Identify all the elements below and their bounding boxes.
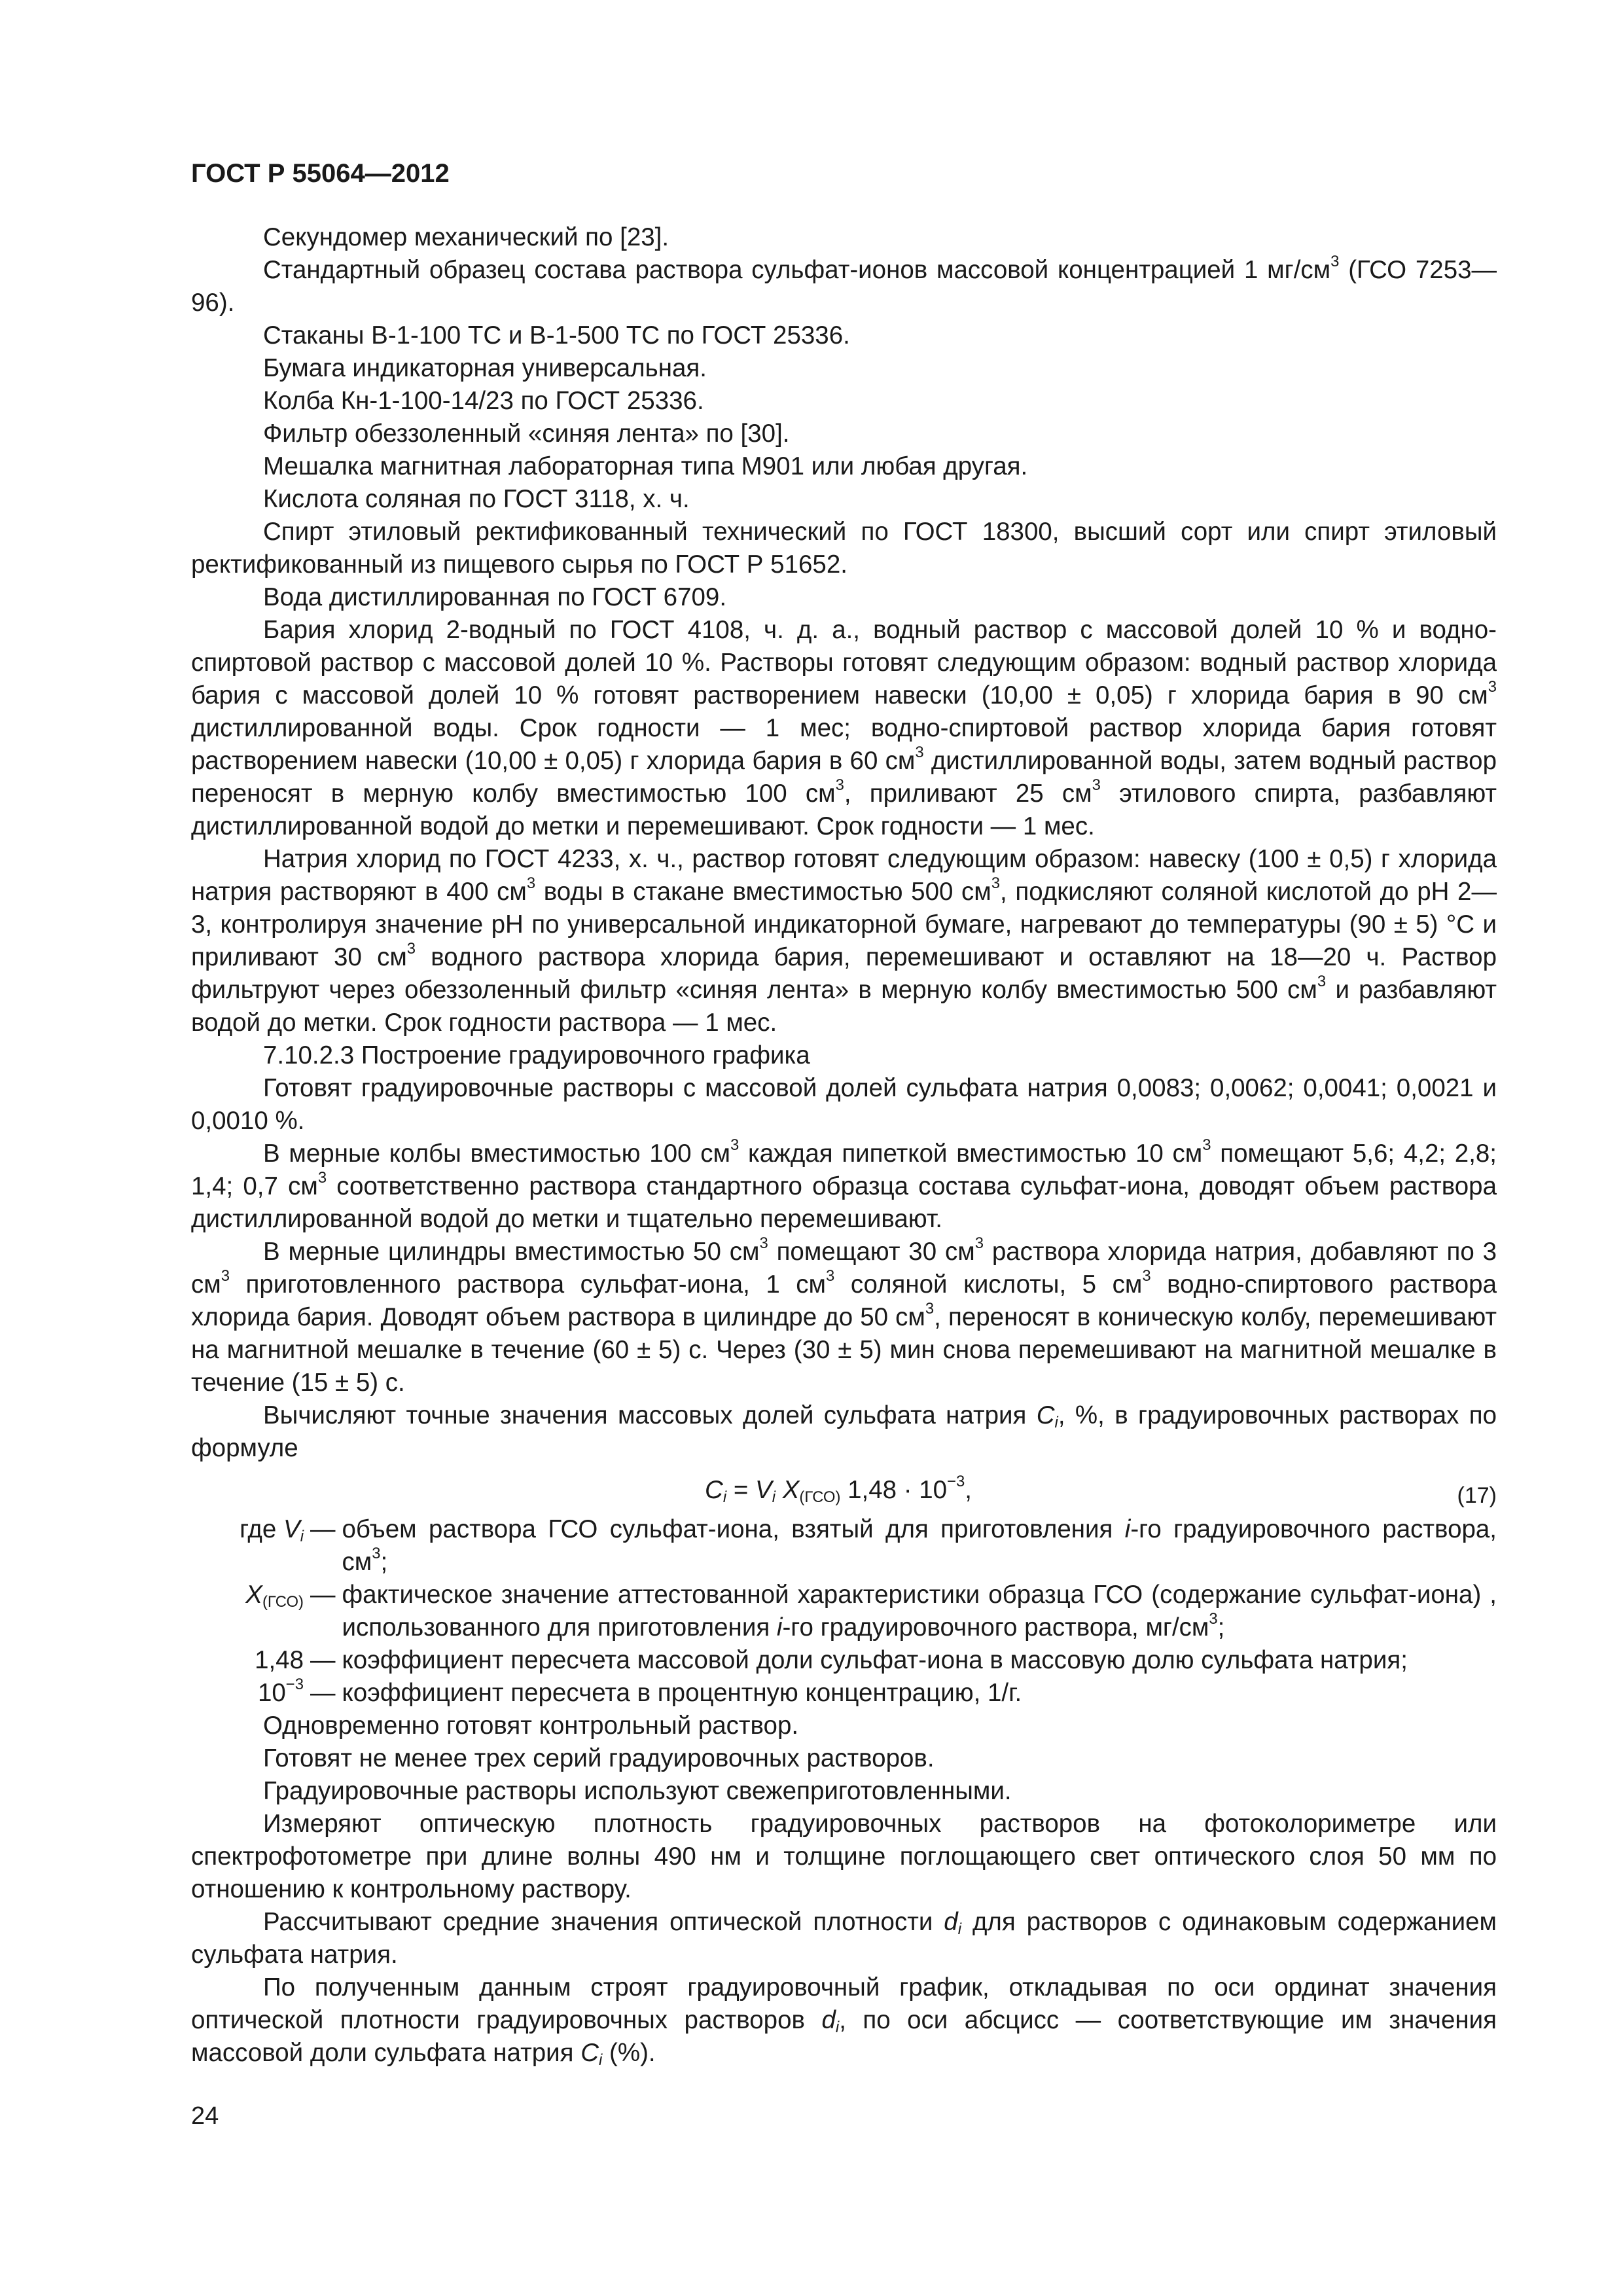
document-header: ГОСТ Р 55064—2012 xyxy=(191,159,450,188)
paragraph-hydrochloric-acid: Кислота соляная по ГОСТ 3118, х. ч. xyxy=(263,485,690,513)
paragraph-sodium-chloride: Натрия хлорид по ГОСТ 4233, х. ч., раствор готовят следующим образом: навеску (100 ± 0,5) г хлорида натрия растворяют в 400 $см^3$ воды в стакане вместимостью 500 $см^3$, подкисляют соляной кислотой до pH 2—3, контролируя значение pH по универсальной индикаторной бумаге, нагревают до температуры (90 ± 5) °С и приливают 30 $см^3$ водного раствора хлорида бария, перемешивают и оставляют на 18—20 ч. Раствор фильтруют через обеззоленный фильтр «синяя лента» в мерную колбу вместимостью 500 $см^3$ и разбавляют водой до метки. Срок годности раствора — 1 мес. xyxy=(191,845,1497,1037)
paragraph-three-series: Готовят не менее трех серий градуировочных растворов. xyxy=(263,1744,935,1772)
formula-17 xyxy=(191,1470,1497,1509)
definition-power: $10^{-3}$ — коэффициент пересчета в процентную концентрацию, 1/г. xyxy=(257,1676,1022,1707)
paragraph-calibration-graph: По полученным данным строят градуировочный график, откладывая по оси ординат значения оптической плотности градуировочных растворов $d_i$, по оси абсцисс — соответствующие им значения массовой доли сульфата натрия $C_i$ (%). xyxy=(191,1973,1497,2069)
paragraph-filter: Фильтр обеззоленный «синяя лента» по [30]. xyxy=(263,420,790,448)
page-number: 24 xyxy=(191,2102,219,2130)
paragraph-beakers: Стаканы В-1-100 ТС и В-1-500 ТС по ГОСТ 25336. xyxy=(263,321,850,350)
definition-v: где $V_i$ — объем раствора ГСО сульфат-иона, взятый для приготовления i-го градуировочного раствора, $см^3$; xyxy=(240,1515,1497,1576)
paragraph-ethanol: Спирт этиловый ректификованный технический по ГОСТ 18300, высший сорт или спирт этиловый ректификованный из пищевого сырья по ГОСТ Р 51652. xyxy=(191,518,1497,579)
paragraph-standard-sample: Стандартный образец состава раствора сульфат-ионов массовой концентрацией 1 $мг/см^3$ (ГСО 7253—96). xyxy=(191,253,1497,317)
paragraph-fresh-solutions: Градуировочные растворы используют свежеприготовленными. xyxy=(263,1777,1012,1805)
paragraph-volumetric-flasks: В мерные колбы вместимостью 100 $см^3$ каждая пипеткой вместимостью 10 $см^3$ помещают 5,6; 4,2; 2,8; 1,4; 0,7 $см^3$ соответственно раствора стандартного образца состава сульфат-иона, доводят объем раствора дистиллированной водой до метки и тщательно перемешивают. xyxy=(191,1136,1497,1233)
paragraph-distilled-water: Вода дистиллированная по ГОСТ 6709. xyxy=(263,583,727,611)
paragraph-stopwatch: Секундомер механический по [23]. xyxy=(263,223,669,251)
paragraph-calibration-solutions: Готовят градуировочные растворы с массовой долей сульфата натрия 0,0083; 0,0062; 0,0041; 0,0021 и 0,0010 %. xyxy=(191,1074,1497,1135)
paragraph-stirrer: Мешалка магнитная лабораторная типа М901 или любая другая. xyxy=(263,452,1028,480)
paragraph-cylinders: В мерные цилиндры вместимостью 50 $см^3$ помещают 30 $см^3$ раствора хлорида натрия, добавляют по 3 $см^3$ приготовленного раствора сульфат-иона, 1 $см^3$ соляной кислоты, 5 $см^3$ водно-спиртового раствора хлорида бария. Доводят объем раствора в цилиндре до 50 $см^3$, переносят в коническую колбу, перемешивают на магнитной мешалке в течение (60 ± 5) с. Через (30 ± 5) мин снова перемешивают на магнитной мешалке в течение (15 ± 5) с. xyxy=(191,1234,1497,1397)
paragraph-flask: Колба Кн-1-100-14/23 по ГОСТ 25336. xyxy=(263,387,704,415)
equation-number: (17) xyxy=(1457,1483,1497,1508)
document-page xyxy=(191,157,1497,2070)
section-heading-calibration: 7.10.2.3 Построение градуировочного графика xyxy=(263,1041,810,1069)
paragraph-control-solution: Одновременно готовят контрольный раствор. xyxy=(263,1712,799,1740)
paragraph-mean-values: Рассчитывают средние значения оптической плотности $d_i$ для растворов с одинаковым содержанием сульфата натрия. xyxy=(191,1908,1497,1969)
definition-x-gso: $X_{(ГСО)}$ — фактическое значение аттестованной характеристики образца ГСО (содержание сульфат-иона) , использованного для приготовления i-го градуировочного раствора, $мг/см^3$; xyxy=(245,1581,1497,1641)
paragraph-optical-density: Измеряют оптическую плотность градуировочных растворов на фотоколориметре или спектрофотометре при длине волны 490 нм и толщине поглощающего свет оптического слоя 50 мм по отношению к контрольному раствору. xyxy=(191,1810,1497,1903)
paragraph-indicator-paper: Бумага индикаторная универсальная. xyxy=(263,354,707,382)
paragraph-calculation: Вычисляют точные значения массовых долей сульфата натрия $C_i$, %, в градуировочных растворах по формуле xyxy=(191,1401,1497,1462)
formula-definitions xyxy=(191,1513,1497,1710)
definition-coefficient: 1,48 — коэффициент пересчета массовой доли сульфат-иона в массовую долю сульфата натрия; xyxy=(255,1646,1408,1674)
formula-expression: $C_i = V_i$ $X_{(ГСО)}$ $1,48 \cdot 10^{-3}$, xyxy=(705,1473,972,1506)
paragraph-barium-chloride: Бария хлорид 2-водный по ГОСТ 4108, ч. д. а., водный раствор с массовой долей 10 % и водно-спиртовой раствор с массовой долей 10 %. Растворы готовят следующим образом: водный раствор хлорида бария с массовой долей 10 % готовят растворением навески (10,00 ± 0,05) г хлорида бария в 90 $см^3$ дистиллированной воды. Срок годности — 1 мес; водно-спиртовой раствор хлорида бария готовят растворением навески (10,00 ± 0,05) г хлорида бария в 60 $см^3$ дистиллированной воды, затем водный раствор переносят в мерную колбу вместимостью 100 $см^3$, приливают 25 $см^3$ этилового спирта, разбавляют дистиллированной водой до метки и перемешивают. Срок годности — 1 мес. xyxy=(191,616,1497,840)
